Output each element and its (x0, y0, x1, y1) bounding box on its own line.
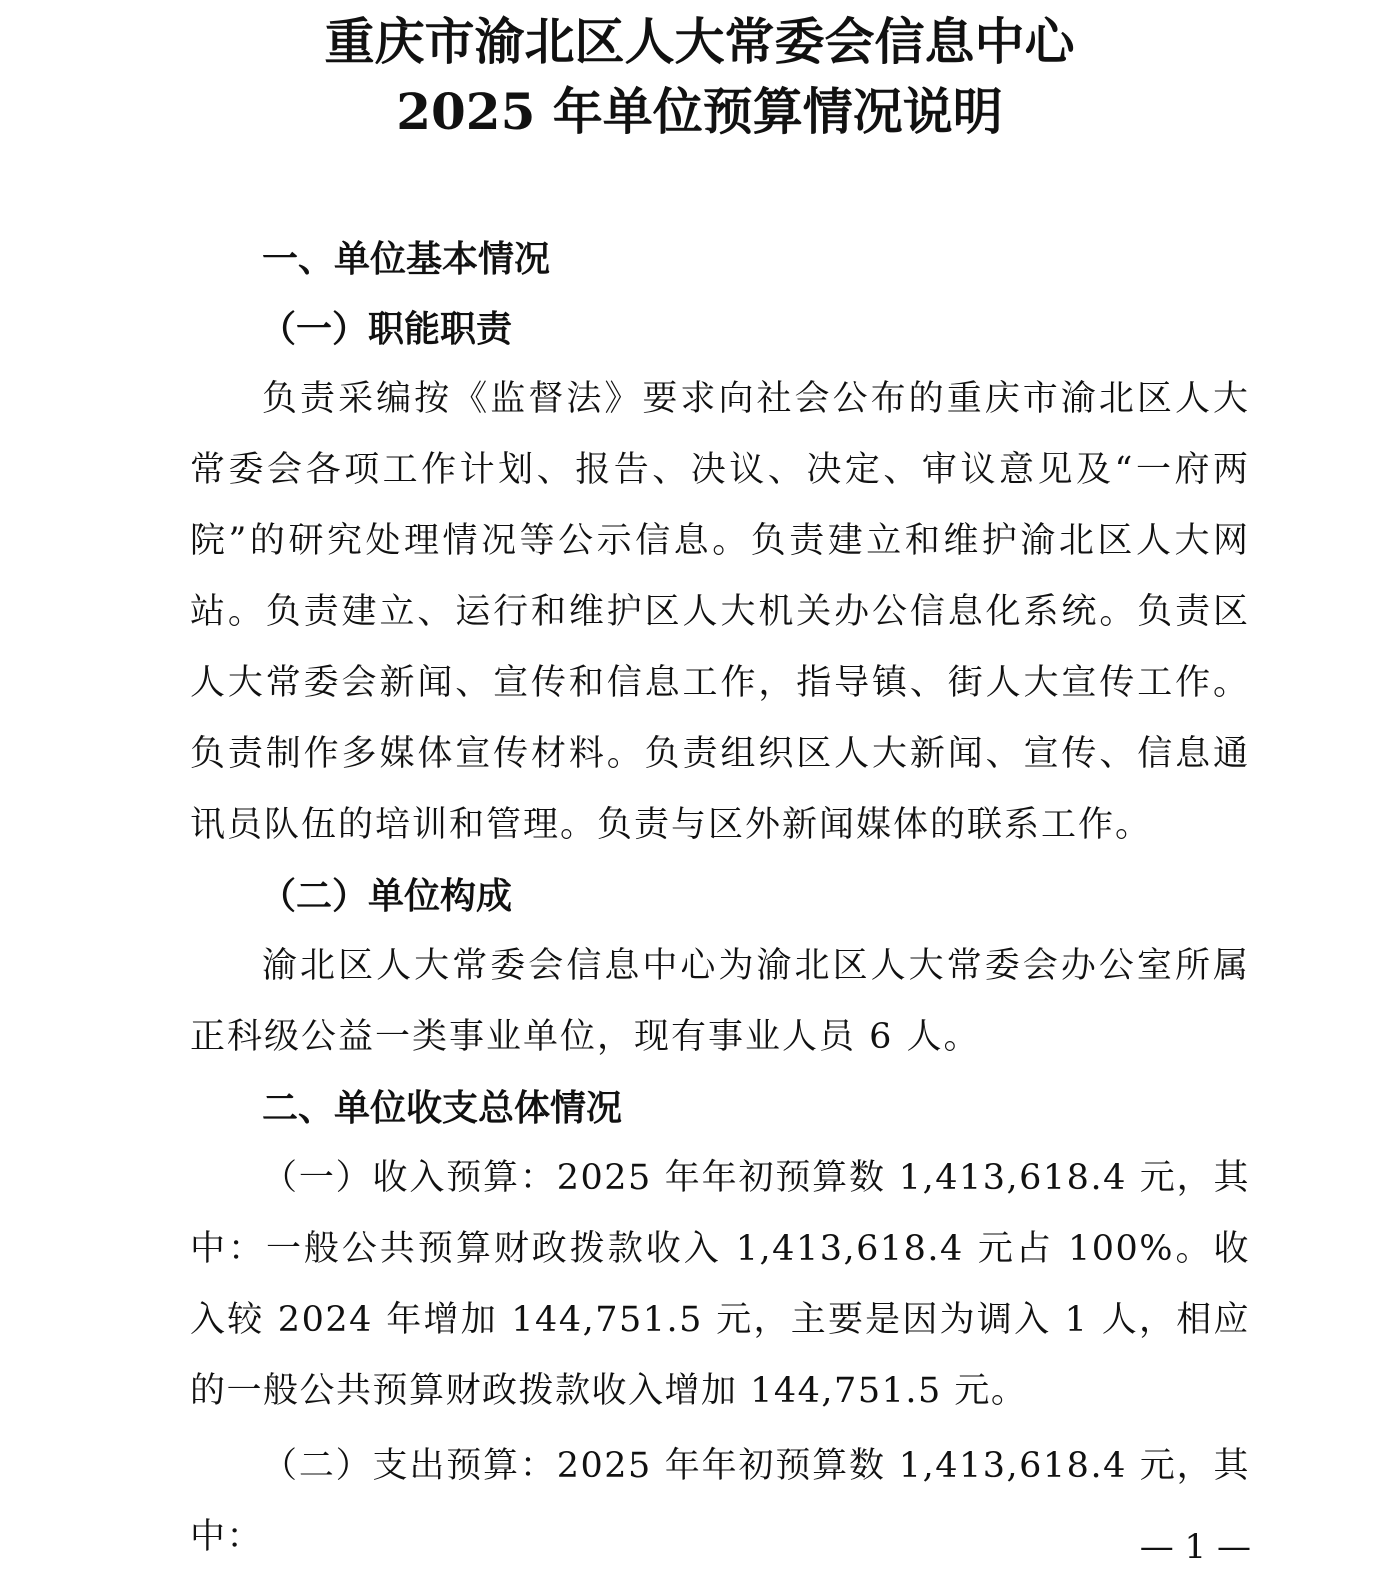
section2-income-paragraph: （一）收入预算：2025 年年初预算数 1,413,618.4 元，其中：一般公共预算财政拨款收入 1,413,618.4 元占 100%。收入较 2024 年增加 144,751.5 元，主要是因为调入 1 人，相应的一般公共预算财政拨款收入增加 144,751.5 元。 (190, 1158, 1250, 1411)
document-title-line2: 2025 年单位预算情况说明 (396, 82, 1003, 141)
document-title-line1: 重庆市渝北区人大常委会信息中心 (324, 12, 1075, 71)
page-number: — 1 — (1139, 1527, 1251, 1567)
document-body (190, 224, 1250, 1573)
section1-heading: 一、单位基本情况 (262, 238, 551, 280)
section1-sub1-heading: （一）职能职责 (260, 308, 513, 350)
section1-sub2-heading: （二）单位构成 (260, 875, 513, 917)
section1-sub1-paragraph: 负责采编按《监督法》要求向社会公布的重庆市渝北区人大常委会各项工作计划、报告、决议、决定、审议意见及“一府两院”的研究处理情况等公示信息。负责建立和维护渝北区人大网站。负责建立、运行和维护区人大机关办公信息化系统。负责区人大常委会新闻、宣传和信息工作，指导镇、街人大宣传工作。负责制作多媒体宣传材料。负责组织区人大新闻、宣传、信息通讯员队伍的培训和管理。负责与区外新闻媒体的联系工作。 (190, 379, 1250, 845)
section2-heading: 二、单位收支总体情况 (262, 1087, 623, 1129)
section1-sub2-paragraph: 渝北区人大常委会信息中心为渝北区人大常委会办公室所属正科级公益一类事业单位，现有事业人员 6 人。 (190, 946, 1250, 1057)
section2-expense-paragraph: （二）支出预算：2025 年年初预算数 1,413,618.4 元，其中： (190, 1446, 1250, 1557)
